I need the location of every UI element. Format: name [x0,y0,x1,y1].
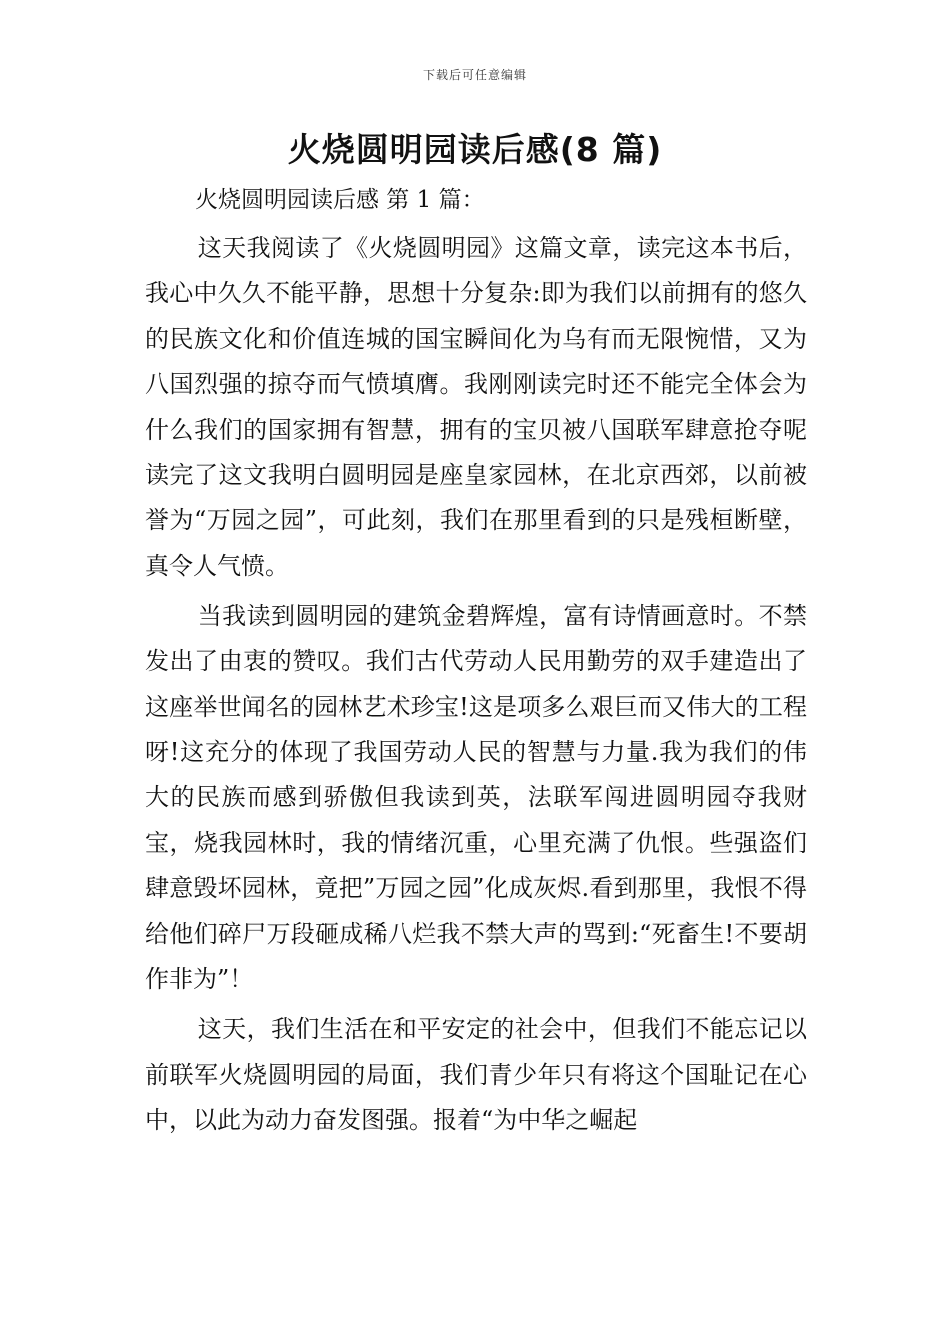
document-title: 火烧圆明园读后感(8 篇) [287,130,663,169]
paragraph: 当我读到圆明园的建筑金碧辉煌，富有诗情画意时。不禁发出了由衷的赞叹。我们古代劳动人民用勤劳的双手建造出了这座举世闻名的园林艺术珍宝!这是项多么艰巨而又伟大的工程呀!这充分的体现了我国劳动人民的智慧与力量.我为我们的伟大的民族而感到骄傲但我读到英，法联军闯进圆明园夺我财宝，烧我园林时，我的情绪沉重，心里充满了仇恨。些强盗们肆意毁坏园林，竟把”万园之园”化成灰烬.看到那里，我恨不得给他们碎尸万段砸成稀八烂我不禁大声的骂到:“死畜生!不要胡作非为”！ [145,601,807,994]
document-body [145,226,807,1148]
section-subheading: 火烧圆明园读后感 第 1 篇： [195,187,485,213]
paragraph: 这天，我们生活在和平安定的社会中，但我们不能忘记以前联军火烧圆明园的局面，我们青少年只有将这个国耻记在心中，以此为动力奋发图强。报着“为中华之崛起 [145,1015,807,1134]
page-header-note: 下载后可任意编辑 [422,68,527,82]
paragraph: 这天我阅读了《火烧圆明园》这篇文章，读完这本书后，我心中久久不能平静，思想十分复杂:即为我们以前拥有的悠久的民族文化和价值连城的国宝瞬间化为乌有而无限惋惜，又为八国烈强的掠夺而气愤填膺。我刚刚读完时还不能完全体会为什么我们的国家拥有智慧，拥有的宝贝被八国联军肆意抢夺呢读完了这文我明白圆明园是座皇家园林，在北京西郊，以前被誉为“万园之园”，可此刻，我们在那里看到的只是残桓断壁，真令人气愤。 [145,234,807,580]
